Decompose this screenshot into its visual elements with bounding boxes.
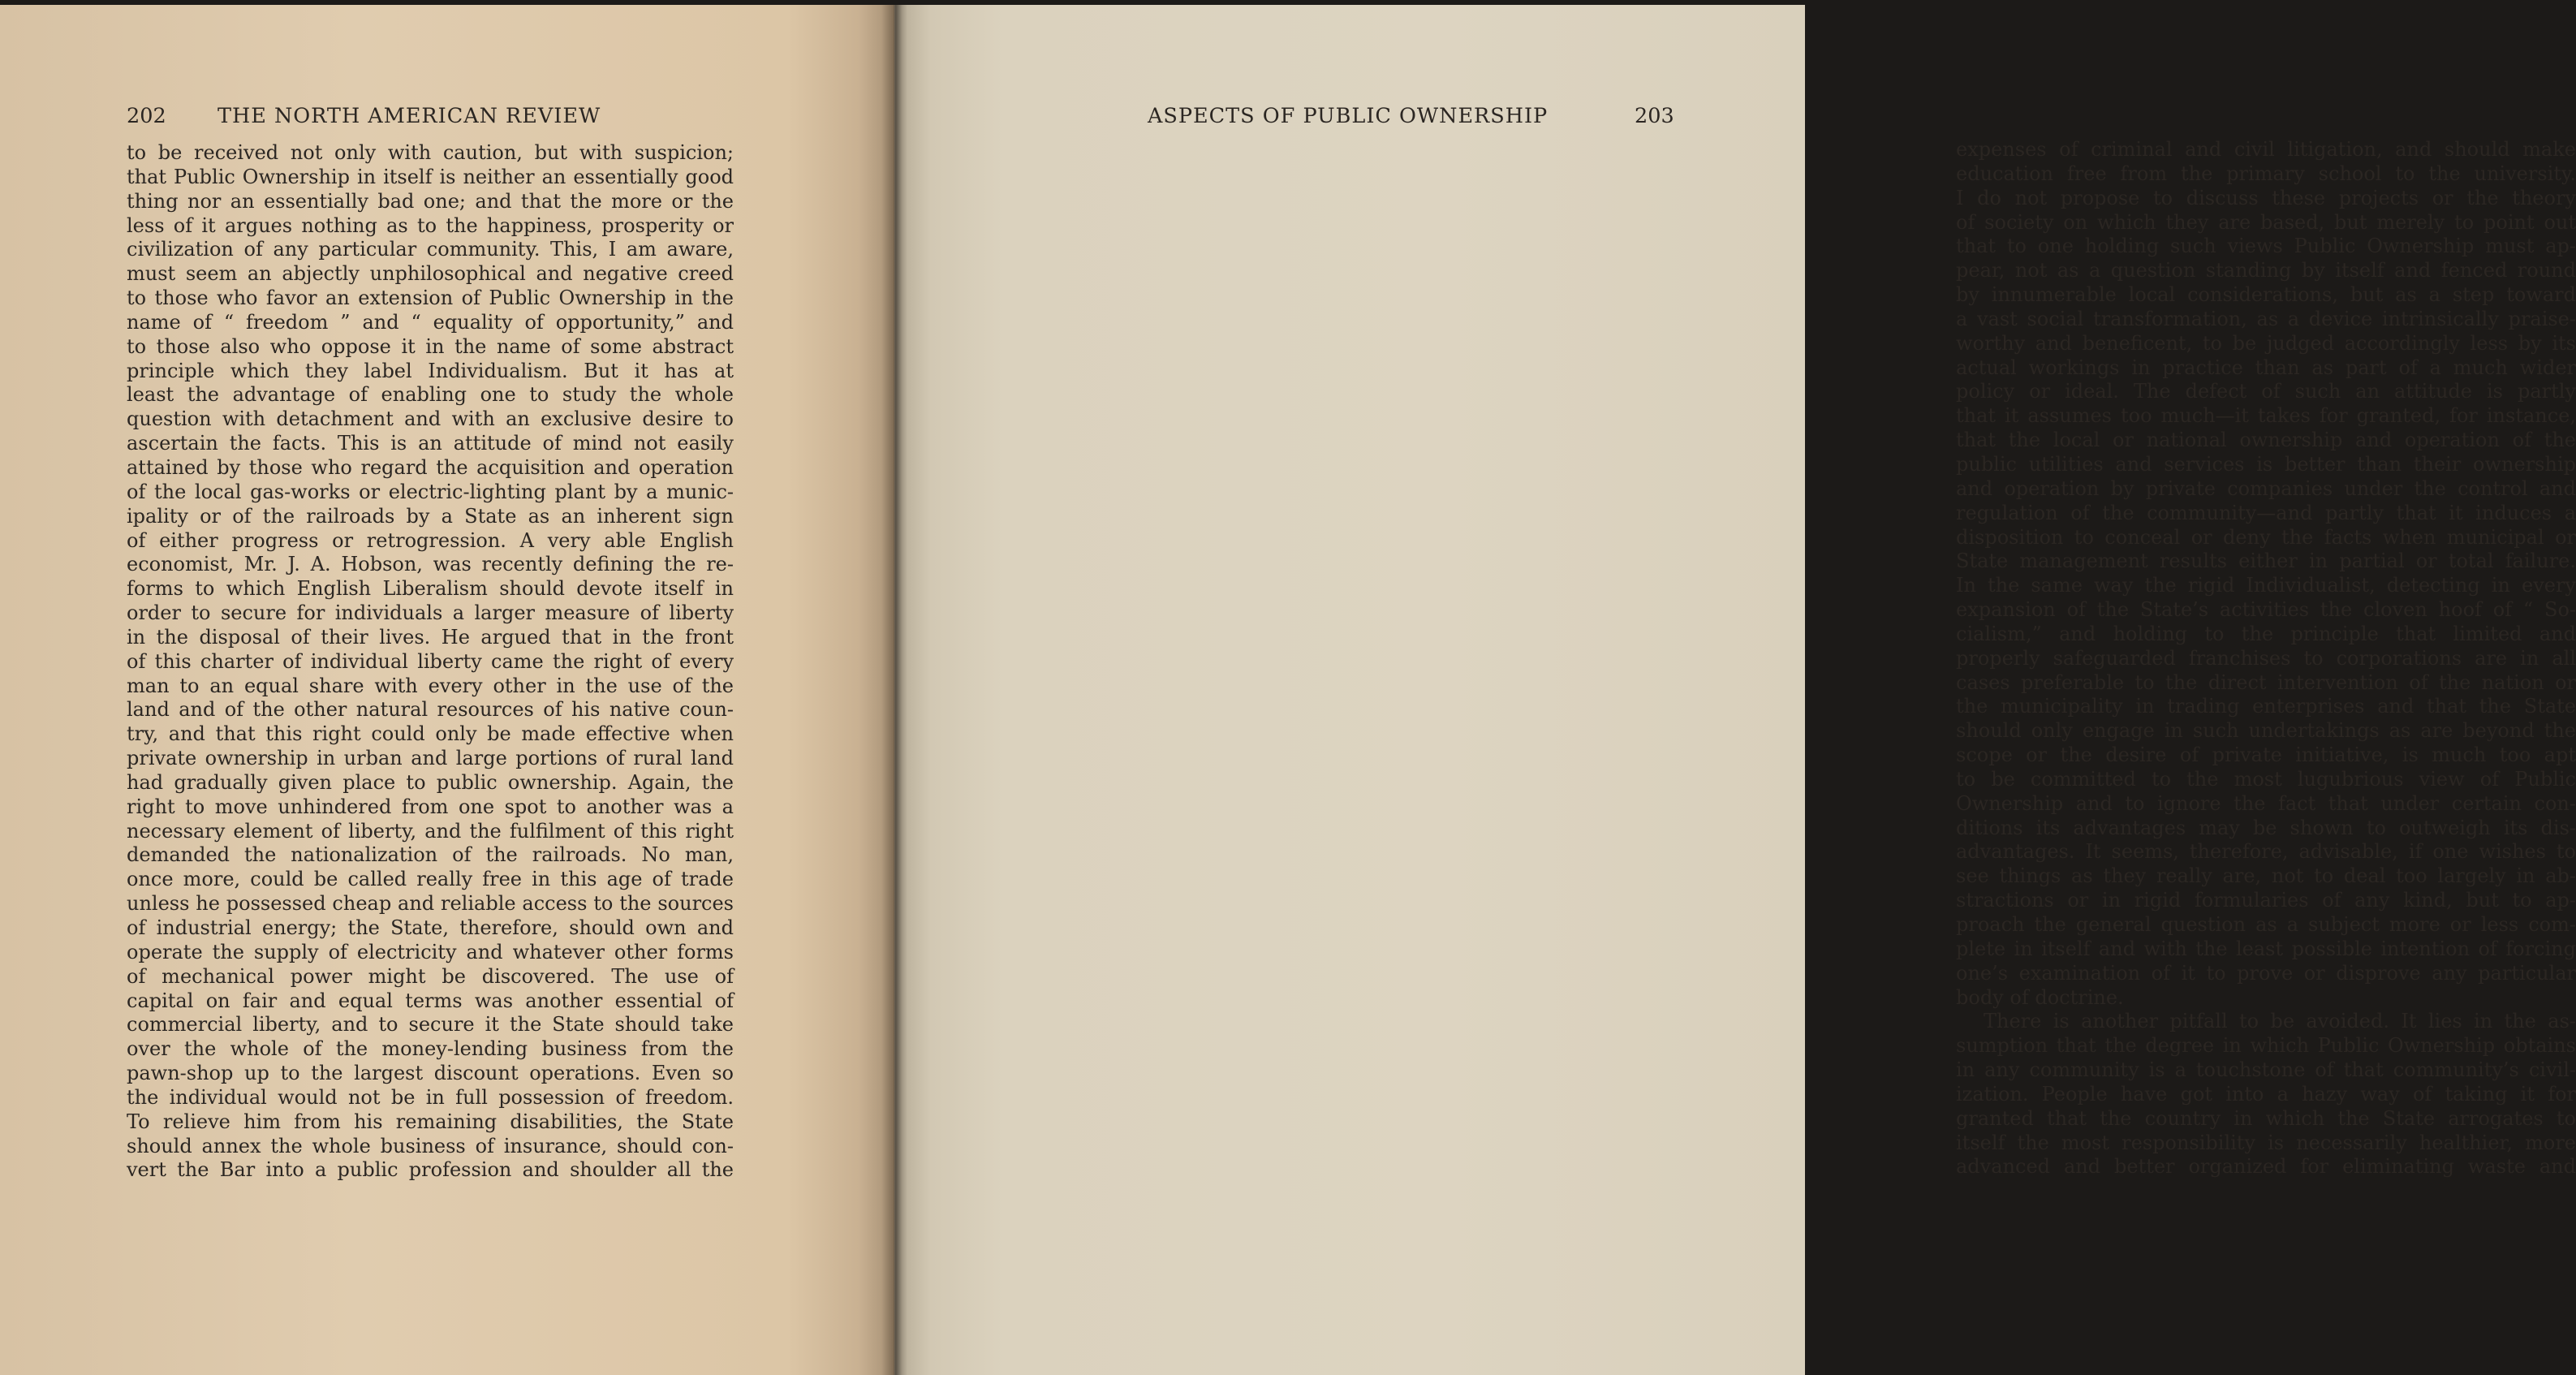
text-line: Ownership and to ignore the fact that under certain con- — [1956, 791, 2576, 815]
text-line: and operation by private companies under the control and — [1956, 476, 2576, 500]
text-line: private ownership in urban and large portions of rural land — [127, 747, 734, 770]
text-line: of the local gas-works or electric-lighting plant by a munic- — [127, 480, 734, 503]
text-line: granted that the country in which the State arrogates to — [1956, 1106, 2576, 1130]
top-edge — [0, 0, 1805, 5]
text-line: of mechanical power might be discovered. The use of — [127, 964, 734, 988]
text-line: the individual would not be in full possession of freedom. — [127, 1085, 734, 1109]
text-line: operate the supply of electricity and whatever other forms — [127, 940, 734, 963]
text-line: advanced and better organized for eliminating waste and — [1956, 1155, 2576, 1179]
text-line: stractions or in rigid formularies of any kind, but to ap- — [1956, 889, 2576, 912]
text-line: question with detachment and with an exclusive desire to — [127, 407, 734, 431]
text-line: to those who favor an extension of Public Ownership in the — [127, 287, 734, 310]
text-line: disposition to conceal or deny the facts when municipal or — [1956, 525, 2576, 549]
text-line: over the whole of the money-lending business from the — [127, 1037, 734, 1061]
text-line: In the same way the rigid Individualist, detecting in every — [1956, 574, 2576, 597]
text-line: vert the Bar into a public profession and shoulder all the — [127, 1158, 734, 1182]
text-line: see things as they really are, not to deal too largely in ab- — [1956, 864, 2576, 888]
text-line: thing nor an essentially bad one; and that the more or the — [127, 189, 734, 213]
text-line: that the local or national ownership and operation of the — [1956, 429, 2576, 452]
text-line: to be committed to the most lugubrious view of Public — [1956, 767, 2576, 791]
text-line: one’s examination of it to prove or disprove any particular — [1956, 961, 2576, 985]
text-line: expenses of criminal and civil litigation, and should make — [1956, 138, 2576, 161]
text-line: worthy and beneficent, to be judged accordingly less by its — [1956, 331, 2576, 355]
text-line: proach the general question as a subject more or less com- — [1956, 913, 2576, 936]
text-line: expansion of the State’s activities the cloven hoof of “ So- — [1956, 598, 2576, 622]
text-line: cialism,” and holding to the principle that limited and — [1956, 622, 2576, 645]
left-page-body — [127, 141, 734, 1183]
right-page-body — [1956, 138, 2576, 1179]
text-line: public utilities and services is better than their ownership — [1956, 452, 2576, 476]
text-line: order to secure for individuals a larger measure of liberty — [127, 601, 734, 625]
text-line: that it assumes too much—it takes for granted, for instance, — [1956, 404, 2576, 428]
text-line: attained by those who regard the acquisition and operation — [127, 455, 734, 479]
text-line: should annex the whole business of insurance, should con- — [127, 1134, 734, 1157]
text-line: principle which they label Individualism. But it has at — [127, 359, 734, 382]
text-line: right to move unhindered from one spot to another was a — [127, 795, 734, 818]
left-page — [0, 0, 894, 1375]
running-head-left: THE NORTH AMERICAN REVIEW — [218, 104, 601, 128]
text-line: of this charter of individual liberty came the right of every — [127, 649, 734, 673]
text-line: less of it argues nothing as to the happiness, prosperity or — [127, 213, 734, 237]
text-line: name of “ freedom ” and “ equality of opportunity,” and — [127, 310, 734, 334]
text-line: to those also who oppose it in the name of some abstract — [127, 334, 734, 358]
page-number-right: 203 — [1635, 104, 1674, 128]
text-line: in any community is a touchstone of that community’s civil- — [1956, 1058, 2576, 1082]
text-line: pear, not as a question standing by itself and fenced round — [1956, 259, 2576, 282]
text-line: that Public Ownership in itself is neither an essentially good — [127, 165, 734, 188]
text-line: I do not propose to discuss these projects or the theory — [1956, 186, 2576, 209]
text-line: regulation of the community—and partly that it induces a — [1956, 501, 2576, 524]
text-line: sumption that the degree in which Public Ownership obtains — [1956, 1034, 2576, 1058]
text-line: commercial liberty, and to secure it the State should take — [127, 1013, 734, 1037]
text-line: actual workings in practice than as part of a much wider — [1956, 356, 2576, 379]
text-line: scope or the desire of private initiative, is much too apt — [1956, 744, 2576, 767]
text-line: There is another pitfall to be avoided. It lies in the as- — [1984, 1010, 2576, 1033]
text-line: man to an equal share with every other in the use of the — [127, 674, 734, 697]
text-line: that to one holding such views Public Ownership must ap- — [1956, 235, 2576, 258]
text-line: the municipality in trading enterprises and that the State — [1956, 695, 2576, 718]
text-line: education free from the primary school to the university. — [1956, 162, 2576, 185]
text-line: ipality or of the railroads by a State as an inherent sign — [127, 504, 734, 528]
book-gutter — [881, 0, 907, 1375]
text-line: cases preferable to the direct intervention of the nation or — [1956, 670, 2576, 694]
text-line: a vast social transformation, as a device intrinsically praise- — [1956, 307, 2576, 330]
text-line: once more, could be called really free in this age of trade — [127, 868, 734, 891]
text-line: had gradually given place to public ownership. Again, the — [127, 770, 734, 794]
text-line: of society on which they are based, but merely to point out — [1956, 210, 2576, 234]
text-line: plete in itself and with the least possible intention of forcing — [1956, 937, 2576, 960]
text-line: forms to which English Liberalism should devote itself in — [127, 577, 734, 601]
text-line: demanded the nationalization of the railroads. No man, — [127, 843, 734, 867]
text-line: capital on fair and equal terms was another essential of — [127, 989, 734, 1012]
text-line: in the disposal of their lives. He argued that in the front — [127, 625, 734, 649]
text-line: of industrial energy; the State, therefore, should own and — [127, 916, 734, 939]
text-line: must seem an abjectly unphilosophical and negative creed — [127, 262, 734, 286]
text-line: properly safeguarded franchises to corporations are in all — [1956, 646, 2576, 670]
text-line: least the advantage of enabling one to study the whole — [127, 383, 734, 407]
text-line: to be received not only with caution, but with suspicion; — [127, 141, 734, 164]
text-line: ascertain the facts. This is an attitude of mind not easily — [127, 432, 734, 455]
text-line: pawn-shop up to the largest discount operations. Even so — [127, 1062, 734, 1085]
text-line: itself the most responsibility is necessarily healthier, more — [1956, 1131, 2576, 1154]
text-line: To relieve him from his remaining disabilities, the State — [127, 1110, 734, 1133]
text-line: unless he possessed cheap and reliable access to the sources — [127, 892, 734, 916]
running-head-right: ASPECTS OF PUBLIC OWNERSHIP — [1148, 104, 1549, 128]
text-line: should only engage in such undertakings as are beyond the — [1956, 719, 2576, 743]
text-line: ditions its advantages may be shown to outweigh its dis- — [1956, 816, 2576, 839]
text-line: necessary element of liberty, and the fulfilment of this right — [127, 819, 734, 843]
page-number-left: 202 — [127, 104, 166, 128]
text-line: of either progress or retrogression. A very able English — [127, 528, 734, 552]
text-line: try, and that this right could only be made effective when — [127, 722, 734, 746]
text-line: economist, Mr. J. A. Hobson, was recently defining the re- — [127, 553, 734, 576]
text-line: body of doctrine. — [1956, 985, 2124, 1009]
text-line: by innumerable local considerations, but as a step toward — [1956, 283, 2576, 307]
text-line: State management results either in partial or total failure. — [1956, 550, 2576, 573]
text-line: advantages. It seems, therefore, advisable, if one wishes to — [1956, 840, 2576, 864]
text-line: ization. People have got into a hazy way of taking it for — [1956, 1082, 2576, 1106]
text-line: civilization of any particular community. This, I am aware, — [127, 238, 734, 261]
right-page — [894, 0, 2576, 1375]
text-line: policy or ideal. The defect of such an attitude is partly — [1956, 380, 2576, 403]
text-line: land and of the other natural resources of his native coun- — [127, 698, 734, 722]
